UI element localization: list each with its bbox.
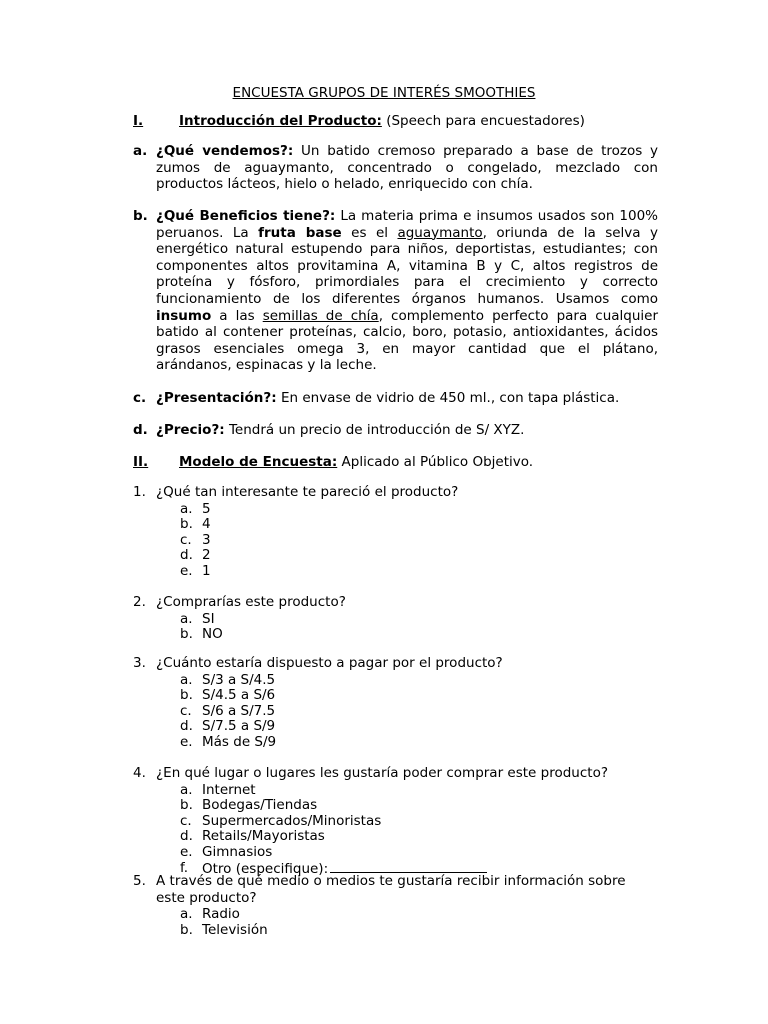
option-letter: e. <box>180 733 193 750</box>
option-text: SI <box>202 610 215 627</box>
option-letter: c. <box>180 812 192 829</box>
option-text: Internet <box>202 781 256 798</box>
option-text: S/6 a S/7.5 <box>202 702 276 719</box>
question-2 <box>133 594 658 642</box>
section-2-title: Modelo de Encuesta: <box>179 454 338 470</box>
item-a-label: a. <box>133 143 148 159</box>
option-letter: a. <box>180 610 193 627</box>
item-b-insumo: insumo <box>156 307 212 324</box>
section-1-title: Introducción del Producto: <box>179 113 382 129</box>
option-text: Radio <box>202 906 240 923</box>
option-letter: a. <box>180 500 193 517</box>
option-item[interactable] <box>180 906 658 922</box>
option-text: Otro (especifique): <box>202 860 329 877</box>
option-item[interactable] <box>180 782 658 798</box>
option-text: 3 <box>202 531 211 548</box>
option-list <box>180 672 658 750</box>
option-letter: a. <box>180 781 193 798</box>
question-1 <box>133 484 658 579</box>
item-b-aguaymanto: aguaymanto <box>397 224 483 241</box>
section-2-heading <box>133 454 533 471</box>
item-c-label: c. <box>133 390 147 406</box>
option-letter: b. <box>180 626 193 643</box>
option-letter: d. <box>180 718 193 735</box>
item-a-body <box>156 143 658 193</box>
option-item[interactable] <box>180 501 658 517</box>
option-item[interactable] <box>180 828 658 844</box>
option-text: 4 <box>202 516 211 533</box>
option-text: S/4.5 a S/6 <box>202 687 276 704</box>
specify-blank-line[interactable] <box>330 860 487 873</box>
item-b <box>133 208 658 374</box>
item-d-heading: ¿Precio?: <box>156 422 225 438</box>
option-item[interactable] <box>180 547 658 563</box>
item-d-text: Tendrá un precio de introducción de S/ XYZ. <box>228 422 525 438</box>
item-c <box>133 390 658 407</box>
option-item[interactable] <box>180 718 658 734</box>
option-item[interactable] <box>180 611 658 627</box>
item-b-heading: ¿Qué Beneficios tiene?: <box>156 208 336 224</box>
item-b-body <box>156 208 658 374</box>
option-item[interactable] <box>180 797 658 813</box>
option-list <box>180 611 658 642</box>
option-item[interactable] <box>180 687 658 703</box>
item-a <box>133 143 658 193</box>
option-text: 5 <box>202 500 211 517</box>
option-item[interactable] <box>180 813 658 829</box>
question-text: ¿Cuánto estaría dispuesto a pagar por el producto? <box>156 655 503 671</box>
item-d <box>133 422 658 439</box>
item-d-label: d. <box>133 422 148 438</box>
question-3 <box>133 655 658 750</box>
item-b-text-7: a las <box>219 307 255 324</box>
item-b-semillas-chia: semillas de chía <box>262 307 379 324</box>
question-5 <box>133 873 658 937</box>
option-letter: c. <box>180 702 192 719</box>
option-text: Retails/Mayoristas <box>202 828 325 845</box>
option-letter: e. <box>180 843 193 860</box>
section-1-heading <box>133 113 585 130</box>
option-letter: b. <box>180 797 193 814</box>
option-item[interactable] <box>180 922 658 938</box>
option-item[interactable] <box>180 734 658 750</box>
option-text: Supermercados/Minoristas <box>202 812 382 829</box>
option-letter: a. <box>180 671 193 688</box>
option-text: S/7.5 a S/9 <box>202 718 276 735</box>
question-number: 4. <box>133 765 146 781</box>
question-number: 3. <box>133 655 146 671</box>
option-text: 1 <box>202 562 211 579</box>
document-title: ENCUESTA GRUPOS DE INTERÉS SMOOTHIES <box>232 85 536 101</box>
option-text: S/3 a S/4.5 <box>202 671 276 688</box>
option-letter: c. <box>180 531 192 548</box>
option-text: Bodegas/Tiendas <box>202 797 318 814</box>
option-letter: d. <box>180 828 193 845</box>
question-text: ¿Comprarías este producto? <box>156 594 346 610</box>
option-letter: f. <box>180 859 189 876</box>
option-text: 2 <box>202 547 211 564</box>
item-c-heading: ¿Presentación?: <box>156 390 277 406</box>
option-letter: b. <box>180 516 193 533</box>
item-b-text-1: La materia prima e insumos usados son 100% peruanos. La <box>156 208 658 241</box>
question-number: 2. <box>133 594 146 610</box>
item-b-text-9: , complemento perfecto para cualquier batido al contener proteínas, calcio, boro, potasio, antioxidantes, ácidos grasos esenciales omega 3, en mayor cantidad que el plátano, arándanos, espinacas y la leche. <box>156 307 659 374</box>
option-item[interactable] <box>180 844 658 860</box>
item-a-text: Un batido cremoso preparado a base de trozos y zumos de aguaymanto, concentrado o congelado, mezclado con productos lácteos, hielo o helado, enriquecido con chía. <box>156 143 658 193</box>
section-1-number: I. <box>133 113 144 129</box>
item-a-heading: ¿Qué vendemos?: <box>156 143 294 159</box>
section-2-note: Aplicado al Público Objetivo. <box>341 454 534 470</box>
question-number: 1. <box>133 484 146 500</box>
option-item[interactable] <box>180 532 658 548</box>
option-letter: b. <box>180 921 193 938</box>
option-text: NO <box>202 626 223 643</box>
item-b-text-5: , oriunda de la selva y energético natural estupendo para niños, deportistas, estudiantes; con componentes altos provitamina A, vitamina B y C, altos registros de proteína y fósforo, primordiales para el crecimiento y correcto funcionamiento de los diferentes órganos humanos. Usamos como <box>156 224 659 307</box>
option-text: Televisión <box>202 921 268 938</box>
option-letter: a. <box>180 906 193 923</box>
question-text: ¿Qué tan interesante te pareció el producto? <box>156 484 459 500</box>
option-item[interactable] <box>180 672 658 688</box>
option-list <box>180 906 658 937</box>
option-list <box>180 782 658 876</box>
option-letter: d. <box>180 547 193 564</box>
option-item[interactable] <box>180 626 658 642</box>
question-number: 5. <box>133 873 146 889</box>
question-text: A través de qué medio o medios te gustaría recibir información sobre este producto? <box>156 873 626 906</box>
option-letter: b. <box>180 687 193 704</box>
question-4 <box>133 765 658 875</box>
item-b-label: b. <box>133 208 148 224</box>
item-c-body <box>156 390 658 407</box>
option-text: Más de S/9 <box>202 733 277 750</box>
item-c-text: En envase de vidrio de 450 ml., con tapa plástica. <box>280 390 620 406</box>
option-item[interactable] <box>180 703 658 719</box>
question-text: ¿En qué lugar o lugares les gustaría poder comprar este producto? <box>156 765 608 781</box>
option-item[interactable] <box>180 516 658 532</box>
option-text: Gimnasios <box>202 843 273 860</box>
item-d-body <box>156 422 658 439</box>
item-b-fruta-base: fruta base <box>258 224 342 241</box>
item-b-text-3: es el <box>351 224 388 241</box>
section-1-note: (Speech para encuestadores) <box>386 113 585 129</box>
section-2-number: II. <box>133 454 149 470</box>
option-letter: e. <box>180 562 193 579</box>
option-item[interactable] <box>180 563 658 579</box>
option-list <box>180 501 658 579</box>
